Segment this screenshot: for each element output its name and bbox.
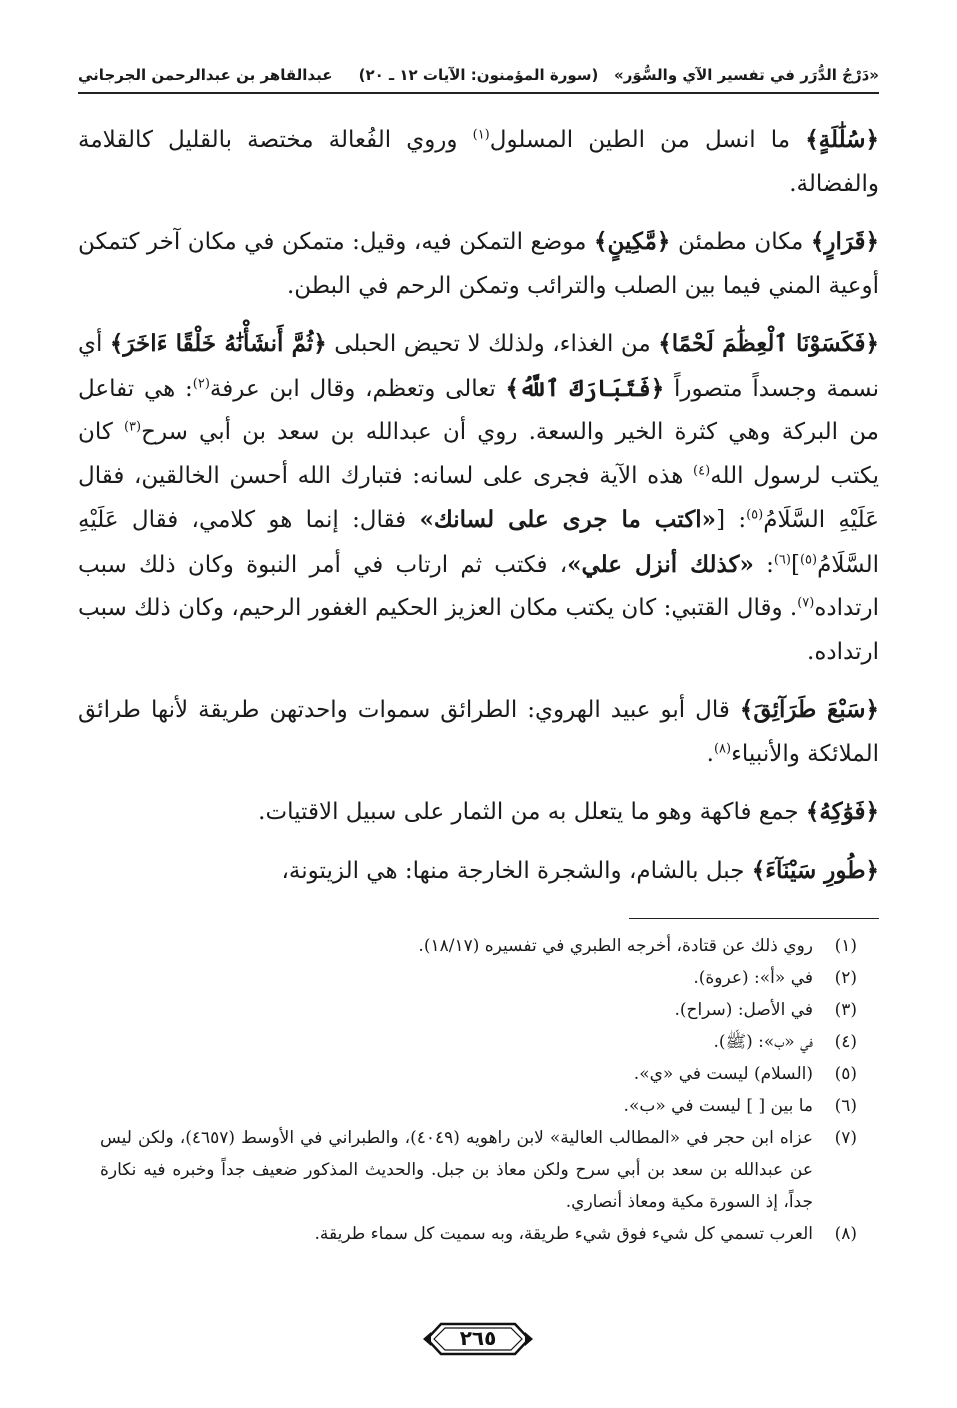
footnote-text: روي ذلك عن قتادة، أخرجه الطبري في تفسيره (١٨/١٧). [418,936,813,956]
footnote-number: (٨) [834,1224,857,1244]
footnotes-list [100,930,857,1250]
paragraph-text: جمع فاكهة وهو ما يتعلل به من الثمار على سبيل الاقتيات. [258,799,806,825]
footnote-ref-3[interactable]: (٣) [123,419,142,435]
quran-quote: ﴿مَّكِينٍ﴾ [593,228,671,255]
footnote-item [100,1026,857,1058]
footnote-item [100,1090,857,1122]
footnote-text: (السلام) ليست في «ي». [633,1064,813,1084]
hadith-quote: «اكتب ما جرى على لسانك» [419,506,717,533]
paragraph-6 [78,849,879,894]
footnote-number: (٧) [834,1128,857,1148]
footnote-ref-5[interactable]: (٥) [799,551,818,567]
footnote-number: (٦) [834,1096,857,1116]
quran-quote: ﴿فَكَسَوْنَا ٱلْعِظَٰمَ لَحْمًا﴾ [658,330,879,357]
running-header [78,62,879,90]
paragraph-text: مكان مطمئن [670,229,811,255]
main-text [78,118,879,907]
paragraph-text: تعالى وتعظم، وقال ابن عرفة [209,375,506,402]
footnote-text: عزاه ابن حجر في «المطالب العالية» لابن راهويه (٤٠٤٩)، والطبراني في الأوسط (٤٦٥٧)، ولكن ليس عن عبدالله بن سعد بن أبي سرح ولكن معاذ بن جبل. والحديث المذكور ضعيف جداً وخبره فيه نكارة جداً، إذ السورة مكية ومعاذ أنصاري. [100,1128,813,1212]
footnote-ref-2[interactable]: (٢) [192,375,210,391]
footnote-text: ما بين [ ] ليست في «ب». [623,1096,813,1116]
paragraph-text: قال أبو عبيد الهروي: الطرائق سموات واحدتهن طريقة لأنها طرائق الملائكة والأنبياء [78,697,879,767]
paragraph-text: جبل بالشام، والشجرة الخارجة منها: هي الزيتونة، [281,857,752,884]
footnote-item [100,1218,857,1250]
paragraph-text: هذه الآية فجرى على لسانه: فتبارك الله أحسن الخالقين، فقال عَلَيْهِ السَّلَامُ [78,462,879,533]
paragraph-3 [78,322,879,674]
page-number: ٢٦٥ [459,1326,497,1350]
paragraph-text: موضع التمكن فيه، وقيل: متمكن في مكان آخر كتمكن أوعية المني فيما بين الصلب والترائب وتمكن الرحم في البطن. [78,229,879,299]
paragraph-4 [78,688,879,776]
paragraph-5 [78,790,879,835]
hadith-quote: «كذلك أنزل علي» [567,550,754,578]
quran-quote: ﴿سَبْعَ طَرَآئِقَ﴾ [739,696,879,723]
footnote-text: العرب تسمي كل شيء فوق شيء طريقة، وبه سميت كل سماء طريقة. [314,1224,813,1244]
surah-info: (سورة المؤمنون: الآيات ١٢ ـ ٢٠) [358,66,599,84]
book-title: «دَرْجُ الدُّرَر في تفسير الآي والسُّوَر» [614,66,879,84]
footnote-number: (٥) [834,1064,857,1084]
footnote-item [100,1058,857,1090]
footnote-item [100,930,857,962]
paragraph-text: : [753,551,774,578]
footnote-item [100,962,857,994]
footnote-number: (٣) [834,1000,857,1020]
footnote-divider [629,918,879,919]
paragraph-text: فقال: إنما هو كلامي، فقال عَلَيْهِ السَّلَامُ [78,507,879,578]
quran-quote: ﴿فَتَبَارَكَ ٱللَّهُ﴾ [505,374,665,402]
page-number-ornament [423,1318,533,1360]
footnote-ref-7[interactable]: (٧) [797,595,815,611]
author-name: عبدالقاهر بن عبدالرحمن الجرجاني [78,66,333,84]
paragraph-text: كان يكتب لرسول الله [78,419,880,489]
paragraph-text: من الغذاء، ولذلك لا تحيض الحبلى [326,331,659,357]
paragraph-1 [78,118,879,206]
footnote-text: في «أ»: (عروة). [693,968,813,988]
footnote-text: في «ب»: (ﷺ). [713,1032,813,1052]
footnote-number: (٤) [834,1032,857,1052]
quran-quote: ﴿قَرَارٍ﴾ [810,228,879,255]
footnote-ref-1[interactable]: (١) [472,127,490,143]
paragraph-2 [78,220,879,308]
footnote-item [100,1122,857,1218]
footnote-ref-5[interactable]: (٥) [746,507,764,523]
header-divider [78,92,879,94]
footnote-number: (٢) [834,968,857,988]
footnote-ref-6[interactable]: (٦) [773,551,791,567]
paragraph-text: ، فكتب ثم ارتاب في أمر النبوة وكان ذلك سبب ارتداده [78,551,879,621]
footnote-item [100,994,857,1026]
paragraph-text: ما انسل من الطين المسلول [489,127,806,153]
footnote-text: في الأصل: (سراح). [674,1000,813,1020]
quran-quote: ﴿ثُمَّ أَنشَأْنَٰهُ خَلْقًا ءَاخَرَ﴾ [109,330,327,357]
footnote-number: (١) [834,936,857,956]
paragraph-text: أي نسمة وجسداً متصوراً [78,331,880,402]
footnote-ref-4[interactable]: (٤) [693,462,711,478]
paragraph-text: : هي تفاعل من البركة وهي كثرة الخير والسعة. روي أن عبدالله بن سعد بن أبي سرح [78,375,879,445]
paragraph-text: وروي الفُعالة مختصة بالقليل كالقلامة والفضالة. [78,127,879,197]
paragraph-text: . وقال القتبي: كان يكتب مكان العزيز الحكيم الغفور الرحيم، وكان ذلك سبب ارتداده. [78,595,879,665]
paragraph-text: ] [790,551,800,578]
quran-quote: ﴿طُورِ سَيْنَآءَ﴾ [751,856,879,884]
quran-quote: ﴿سُلَٰلَةٍ﴾ [805,126,879,153]
quran-quote: ﴿فَوَٰكِهُ﴾ [805,798,879,825]
paragraph-text: . [706,740,714,767]
footnote-ref-8[interactable]: (٨) [713,740,732,756]
paragraph-text: : [ [716,507,747,533]
